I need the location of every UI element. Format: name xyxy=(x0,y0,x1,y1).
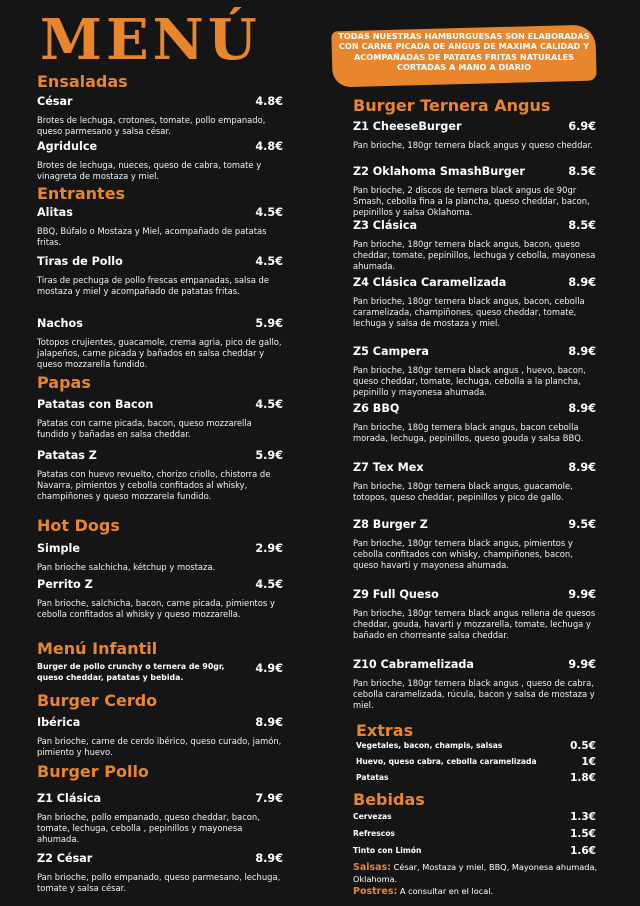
item-desc: Pan brioche, 180gr ternera black angus y queso cheddar. xyxy=(353,140,593,150)
section-ensaladas-title: Ensaladas xyxy=(37,72,128,91)
bebida-price: 1.6€ xyxy=(570,845,596,857)
item-price: 8.9€ xyxy=(255,716,283,729)
item-name: Z3 Clásica xyxy=(353,219,418,232)
item-desc: Pan brioche, 180gr ternera black angus , queso de cabra, cebolla caramelizada, rúcula, bacon y salsa de mostaza y miel. xyxy=(353,678,595,711)
item-name: Patatas Z xyxy=(37,449,97,462)
section-angus-title: Burger Ternera Angus xyxy=(353,96,551,115)
item-price: 6.9€ xyxy=(568,120,596,133)
item-nachos xyxy=(37,317,283,371)
bebida-name: Refrescos xyxy=(353,829,395,838)
salsas-label: Salsas: xyxy=(353,862,392,873)
item-price: 4.8€ xyxy=(255,95,283,108)
item-price: 9.9€ xyxy=(568,588,596,601)
item-desc: Patatas con huevo revuelto, chorizo criollo, chistorra de Navarra, pimientos y cebolla confitados al whisky, champiñones y queso mozzarela fundido. xyxy=(37,469,271,502)
item-price: 5.9€ xyxy=(255,317,283,330)
item-name: Nachos xyxy=(37,317,83,330)
item-menu-infantil xyxy=(37,662,283,683)
item-pollo-cesar xyxy=(37,852,283,894)
item-name: Alitas xyxy=(37,206,73,219)
item-desc: Pan brioche, salchicha, bacon, carne picada, pimientos y cebolla confitados al whisky y queso mozzarella. xyxy=(37,598,275,620)
item-name: Patatas con Bacon xyxy=(37,398,154,411)
item-desc: Pan brioche, pollo empanado, queso parmesano, lechuga, tomate y salsa césar. xyxy=(37,872,281,894)
extras-name: Patatas xyxy=(356,773,389,782)
item-angus-z8 xyxy=(353,518,596,572)
postres-note xyxy=(353,886,603,898)
item-cesar xyxy=(37,95,283,137)
salsas-note xyxy=(353,862,603,884)
item-alitas xyxy=(37,206,283,248)
item-iberica xyxy=(37,716,283,758)
section-hotdogs-title: Hot Dogs xyxy=(37,516,120,535)
item-price: 8.5€ xyxy=(568,219,596,232)
salsas-text: César, Mostaza y miel, BBQ, Mayonesa ahumada, Oklahoma. xyxy=(353,862,598,884)
extras-row xyxy=(356,772,596,784)
item-desc: Pan brioche, 180gr ternera black angus, pimientos y cebolla confitados con whisky, champiñones, bacon, queso havarti y mayonesa ahumada. xyxy=(353,538,573,571)
item-name: Z2 César xyxy=(37,852,93,865)
item-price: 8.9€ xyxy=(568,345,596,358)
item-angus-z10 xyxy=(353,658,596,712)
item-price: 8.9€ xyxy=(568,402,596,415)
item-name: Z10 Cabramelizada xyxy=(353,658,474,671)
item-name: Z6 BBQ xyxy=(353,402,400,415)
item-desc: Pan brioche, 180g ternera black angus, bacon cebolla morada, lechuga, pepinillos, queso gouda y salsa BBQ. xyxy=(353,422,584,444)
item-price: 8.9€ xyxy=(568,461,596,474)
item-desc: Brotes de lechuga, crotones, tomate, pollo empanado, queso parmesano y salsa césar. xyxy=(37,115,266,137)
section-bebidas-title: Bebidas xyxy=(353,790,425,809)
bebida-price: 1.3€ xyxy=(570,811,596,823)
item-angus-z4 xyxy=(353,276,596,330)
item-angus-z5 xyxy=(353,345,596,399)
extras-name: Vegetales, bacon, champis, salsas xyxy=(356,741,503,750)
item-desc: BBQ, Búfalo o Mostaza y Miel, acompañado de patatas fritas. xyxy=(37,226,267,248)
bebida-price: 1.5€ xyxy=(570,828,596,840)
bebidas-row xyxy=(353,828,596,840)
item-name: Z2 Oklahoma SmashBurger xyxy=(353,165,525,178)
item-pollo-clasica xyxy=(37,792,283,846)
item-price: 4.8€ xyxy=(255,140,283,153)
item-desc: Pan brioche salchicha, kétchup y mostaza. xyxy=(37,562,216,572)
item-name: Z7 Tex Mex xyxy=(353,461,424,474)
item-price: 9.9€ xyxy=(568,658,596,671)
item-name: Z1 CheeseBurger xyxy=(353,120,462,133)
item-price: 7.9€ xyxy=(255,792,283,805)
item-desc: Pan brioche, 180gr ternera black angus, guacamole, totopos, queso cheddar, pepinillos y pico de gallo. xyxy=(353,481,573,503)
postres-label: Postres: xyxy=(353,886,398,897)
banner-text: TODAS NUESTRAS HAMBURGUESAS SON ELABORADAS CON CARNE PICADA DE ANGUS DE MAXIMA CALIDAD Y ACOMPAÑADAS DE PATATAS FRITAS NATURALES CORTADAS A MANO A DIARIO xyxy=(338,31,590,72)
bebida-name: Cervezas xyxy=(353,812,392,821)
item-price: 4.5€ xyxy=(255,206,283,219)
item-name: Perrito Z xyxy=(37,578,93,591)
item-price: 4.9€ xyxy=(255,662,283,675)
item-desc: Pan brioche, carne de cerdo ibérico, queso curado, jamón, pimiento y huevo. xyxy=(37,736,282,758)
item-desc: Pan brioche, 180gr ternera black angus, bacon, queso cheddar, tomate, pepinillos, lechuga y cebolla, mayonesa ahumada. xyxy=(353,239,596,272)
item-desc: Brotes de lechuga, nueces, queso de cabra, tomate y vinagreta de mostaza y miel. xyxy=(37,160,262,182)
item-desc: Totopos crujientes, guacamole, crema agria, pico de gallo, jalapeños, carne picada y bañados en salsa cheddar y queso mozzarella fundido. xyxy=(37,337,282,370)
section-papas-title: Papas xyxy=(37,373,91,392)
item-angus-z2 xyxy=(353,165,596,219)
item-name: Z4 Clásica Caramelizada xyxy=(353,276,507,289)
item-desc: Pan brioche, pollo empanado, queso cheddar, bacon, tomate, lechuga, cebolla , pepinillos y mayonesa ahumada. xyxy=(37,812,260,845)
item-name: Ibérica xyxy=(37,716,81,729)
extras-price: 1€ xyxy=(581,756,596,768)
item-price: 4.5€ xyxy=(255,578,283,591)
item-price: 4.5€ xyxy=(255,398,283,411)
item-patatas-z xyxy=(37,449,283,503)
item-desc: Pan brioche, 180gr ternera black angus, bacon, cebolla caramelizada, champiñones, queso cheddar, tomate, lechuga y salsa de mostaza y miel. xyxy=(353,296,585,329)
item-desc: Pan brioche, 180gr ternera black angus rellena de quesos cheddar, gouda, havarti y mozzarella, tomate, lechuga y bañado en chorreante salsa cheddar. xyxy=(353,608,596,641)
bebida-name: Tinto con Limón xyxy=(353,846,422,855)
item-name: Z1 Clásica xyxy=(37,792,102,805)
item-agridulce xyxy=(37,140,283,182)
item-name: César xyxy=(37,95,73,108)
item-price: 2.9€ xyxy=(255,542,283,555)
item-price: 9.5€ xyxy=(568,518,596,531)
item-angus-z3 xyxy=(353,219,596,273)
item-price: 5.9€ xyxy=(255,449,283,462)
item-desc: Burger de pollo crunchy o ternera de 90gr, queso cheddar, patatas y bebida. xyxy=(37,662,225,682)
item-price: 4.5€ xyxy=(255,255,283,268)
extras-price: 0.5€ xyxy=(570,740,596,752)
item-angus-z1 xyxy=(353,120,596,151)
section-cerdo-title: Burger Cerdo xyxy=(37,691,158,710)
item-patatas-bacon xyxy=(37,398,283,440)
item-price: 8.5€ xyxy=(568,165,596,178)
item-name: Z9 Full Queso xyxy=(353,588,439,601)
item-angus-z9 xyxy=(353,588,596,642)
postres-text: A consultar en el local. xyxy=(399,886,494,896)
item-angus-z6 xyxy=(353,402,596,444)
section-infantil-title: Menú Infantil xyxy=(37,639,158,658)
extras-row xyxy=(356,740,596,752)
bebidas-row xyxy=(353,811,596,823)
item-price: 8.9€ xyxy=(255,852,283,865)
extras-row xyxy=(356,756,596,768)
item-name: Simple xyxy=(37,542,80,555)
item-desc: Pan brioche, 2 discos de ternera black angus de 90gr Smash, cebolla fina a la plancha, queso cheddar, bacon, pepinillos y salsa Oklahoma. xyxy=(353,185,590,218)
item-name: Z8 Burger Z xyxy=(353,518,428,531)
section-extras-title: Extras xyxy=(356,721,414,740)
item-tiras-pollo xyxy=(37,255,283,297)
item-perrito-z xyxy=(37,578,283,620)
item-simple xyxy=(37,542,283,573)
section-pollo-title: Burger Pollo xyxy=(37,762,149,781)
item-name: Z5 Campera xyxy=(353,345,429,358)
item-name: Agridulce xyxy=(37,140,98,153)
item-price: 8.9€ xyxy=(568,276,596,289)
extras-name: Huevo, queso cabra, cebolla caramelizada xyxy=(356,757,537,766)
menu-title: MENÚ xyxy=(40,7,261,73)
bebidas-row xyxy=(353,845,596,857)
section-entrantes-title: Entrantes xyxy=(37,184,126,203)
extras-price: 1.8€ xyxy=(570,772,596,784)
item-angus-z7 xyxy=(353,461,596,503)
item-desc: Tiras de pechuga de pollo frescas empanadas, salsa de mostaza y miel y acompañado de patatas fritas. xyxy=(37,275,269,297)
item-desc: Patatas con carne picada, bacon, queso mozzarella fundido y bañadas en salsa cheddar. xyxy=(37,418,252,440)
item-desc: Pan brioche, 180gr ternera black angus , huevo, bacon, queso cheddar, tomate, lechuga, cebolla a la plancha, pepinillo y mayonesa ahumada. xyxy=(353,365,586,398)
item-name: Tiras de Pollo xyxy=(37,255,123,268)
